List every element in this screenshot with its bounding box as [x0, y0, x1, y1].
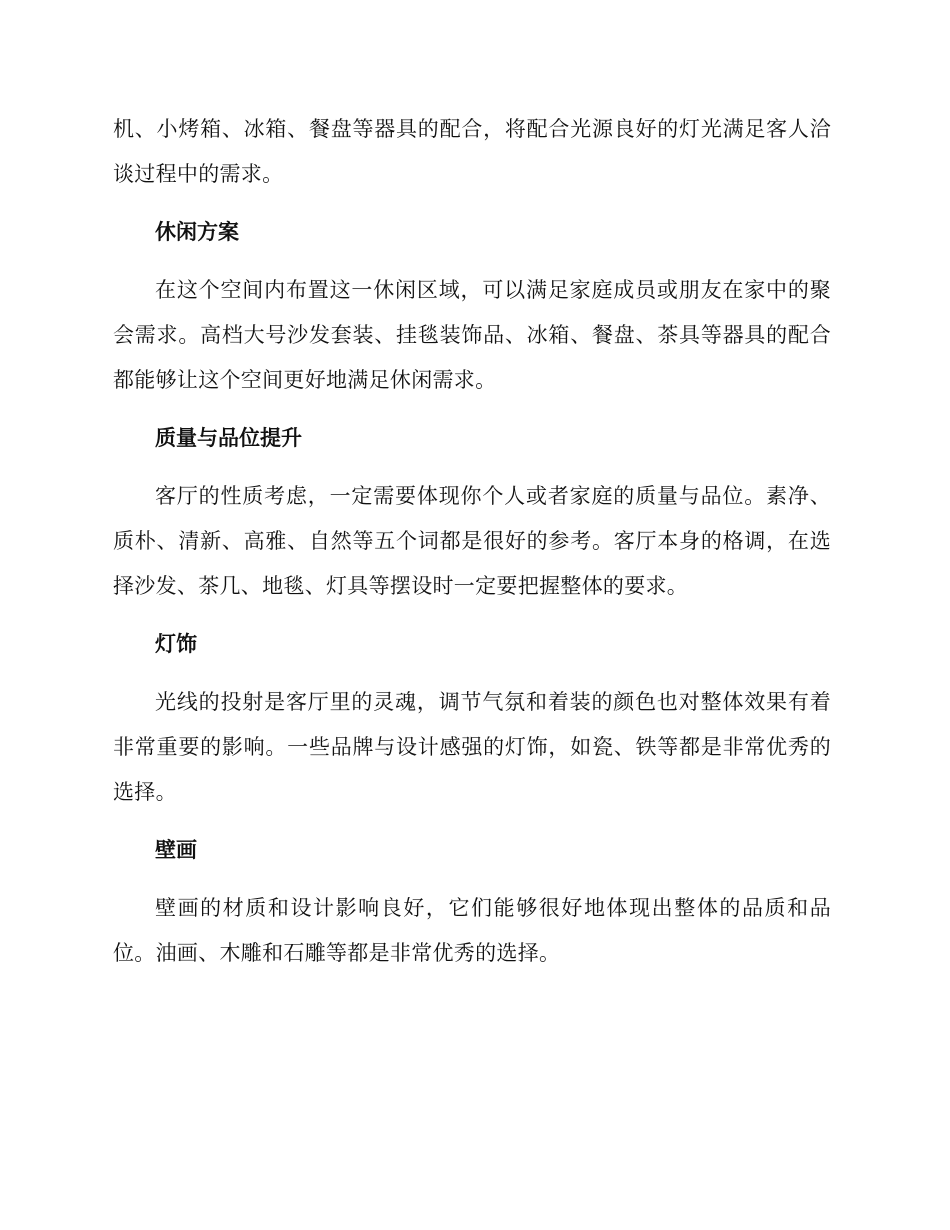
document-page: [113, 107, 831, 976]
section-heading-leisure: 休闲方案: [155, 220, 239, 244]
section-body-lighting: 光线的投射是客厅里的灵魂，调节气氛和着装的颜色也对整体效果有着非常重要的影响。一些品牌与设计感强的灯饰，如瓷、铁等都是非常优秀的选择。: [113, 690, 831, 804]
section-heading-quality: 质量与品位提升: [155, 426, 302, 450]
section-heading-mural: 壁画: [155, 838, 197, 862]
section-body-quality: 客厅的性质考虑，一定需要体现你个人或者家庭的质量与品位。素净、质朴、清新、高雅、自然等五个词都是很好的参考。客厅本身的格调，在选择沙发、茶几、地毯、灯具等摆设时一定要把握整体的要求。: [113, 484, 831, 598]
section-body-mural: 壁画的材质和设计影响良好，它们能够很好地体现出整体的品质和品位。油画、木雕和石雕等都是非常优秀的选择。: [113, 896, 831, 965]
intro-paragraph: 机、小烤箱、冰箱、餐盘等器具的配合，将配合光源良好的灯光满足客人洽谈过程中的需求。: [113, 117, 831, 186]
section-body-leisure: 在这个空间内布置这一休闲区域，可以满足家庭成员或朋友在家中的聚会需求。高档大号沙发套装、挂毯装饰品、冰箱、餐盘、茶具等器具的配合都能够让这个空间更好地满足休闲需求。: [113, 278, 831, 392]
section-heading-lighting: 灯饰: [155, 632, 197, 656]
